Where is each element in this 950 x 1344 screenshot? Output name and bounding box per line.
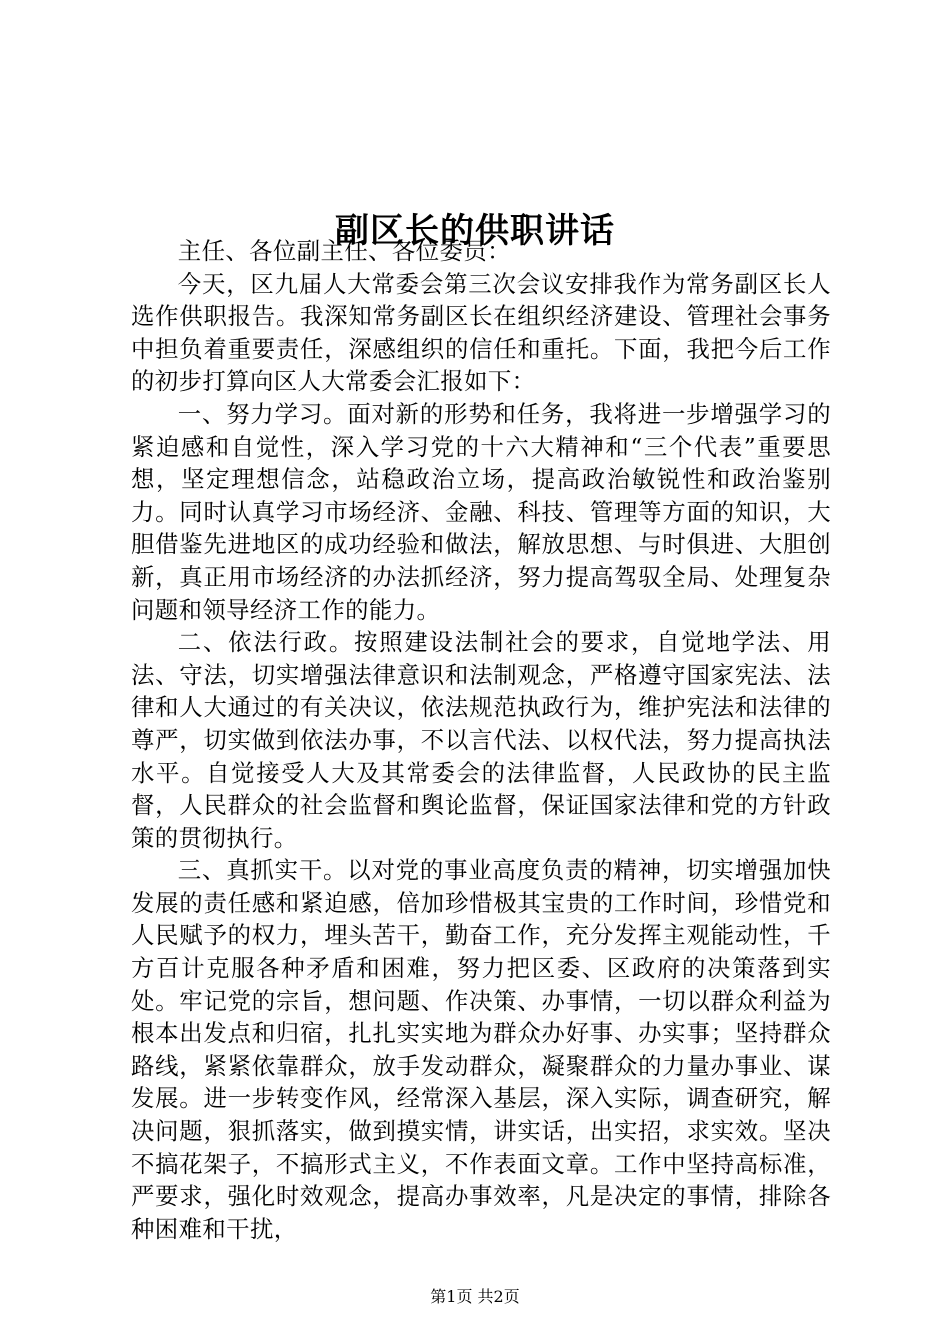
- paragraph-intro: 今天，区九届人大常委会第三次会议安排我作为常务副区长人选作供职报告。我深知常务副区长在组织经济建设、管理社会事务中担负着重要责任，深感组织的信任和重托。下面，我把今后工作的初步打算向区人大常委会汇报如下：: [131, 269, 831, 396]
- paragraph-practical-work: 三、真抓实干。以对党的事业高度负责的精神，切实增强加快发展的责任感和紧迫感，倍加珍惜极其宝贵的工作时间，珍惜党和人民赋予的权力，埋头苦干，勤奋工作，充分发挥主观能动性，千方百计克服各种矛盾和困难，努力把区委、区政府的决策落到实处。牢记党的宗旨，想问题、作决策、办事情，一切以群众利益为根本出发点和归宿，扎扎实实地为群众办好事、办实事；坚持群众路线，紧紧依靠群众，放手发动群众，凝聚群众的力量办事业、谋发展。进一步转变作风，经常深入基层，深入实际，调查研究，解决问题，狠抓落实，做到摸实情，讲实话，出实招，求实效。坚决不搞花架子，不搞形式主义，不作表面文章。工作中坚持高标准，严要求，强化时效观念，提高办事效率，凡是决定的事情，排除各种困难和干扰，: [131, 856, 831, 1243]
- document-title: 副区长的供职讲话: [335, 210, 615, 251]
- page-number-indicator: 第1页 共2页: [430, 1287, 520, 1306]
- salutation: 主任、各位副主任、各位委员：: [177, 237, 511, 265]
- page-footer: [0, 1287, 950, 1307]
- paragraph-study: 一、努力学习。面对新的形势和任务，我将进一步增强学习的紧迫感和自觉性，深入学习党的十六大精神和“三个代表”重要思想，坚定理想信念，站稳政治立场，提高政治敏锐性和政治鉴别力。同时认真学习市场经济、金融、科技、管理等方面的知识，大胆借鉴先进地区的成功经验和做法，解放思想、与时俱进、大胆创新，真正用市场经济的办法抓经济，努力提高驾驭全局、处理复杂问题和领导经济工作的能力。: [131, 399, 831, 624]
- paragraph-law: 二、依法行政。按照建设法制社会的要求，自觉地学法、用法、守法，切实增强法律意识和法制观念，严格遵守国家宪法、法律和人大通过的有关决议，依法规范执政行为，维护宪法和法律的尊严，切实做到依法办事，不以言代法、以权代法，努力提高执法水平。自觉接受人大及其常委会的法律监督，人民政协的民主监督，人民群众的社会监督和舆论监督，保证国家法律和党的方针政策的贯彻执行。: [131, 628, 831, 852]
- document-body: [131, 235, 831, 1245]
